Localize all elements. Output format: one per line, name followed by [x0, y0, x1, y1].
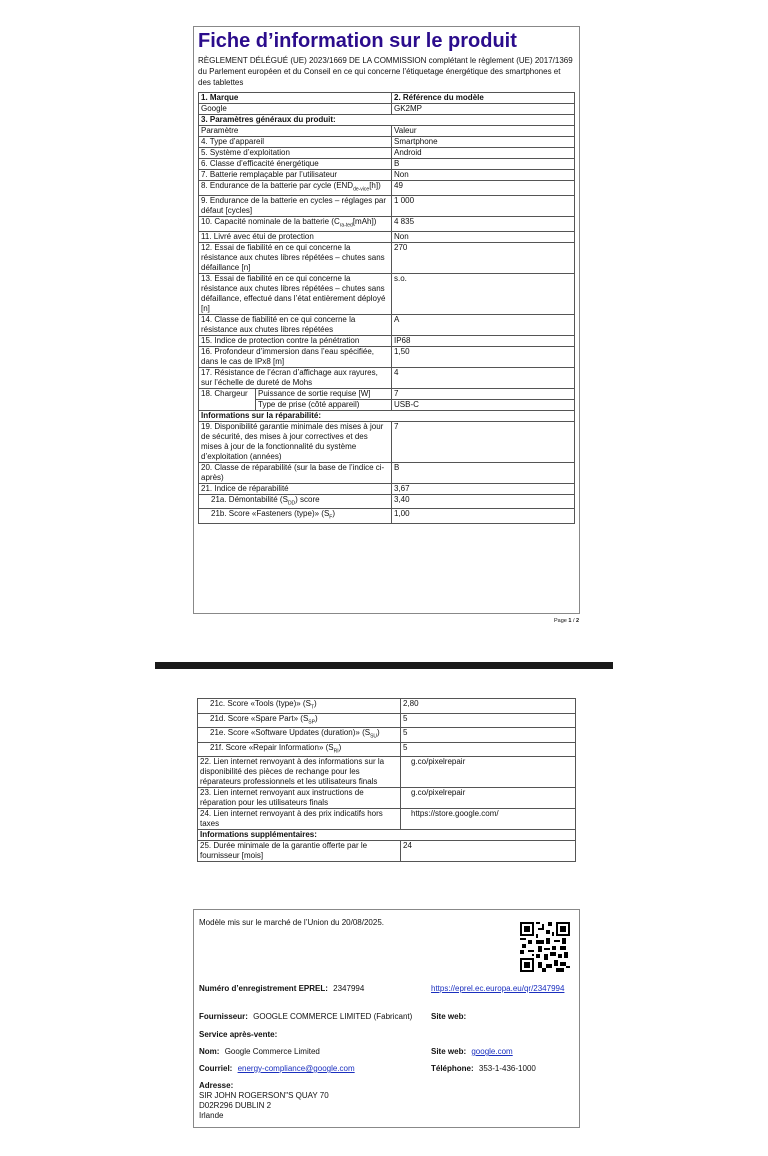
- param-label: [198, 713, 401, 728]
- param-label-text: 5. Système d’exploitation: [201, 148, 290, 158]
- table-row: [199, 159, 575, 170]
- param-label-text: 21a. Démontabilité (S: [211, 494, 288, 504]
- table-row: [199, 137, 575, 148]
- param-label-subscript: SP: [308, 719, 315, 726]
- param-label-text: 21f. Score «Repair Information» (S: [210, 742, 334, 752]
- param-label-text: 23. Lien internet renvoyant aux instructions de réparation pour les utilisateurs finals: [200, 788, 364, 808]
- table-row: [199, 335, 575, 346]
- param-label-text: 12. Essai de fiabilité en ce qui concerne la résistance aux chutes libres répétées – chutes sans défaillance [n]: [201, 242, 385, 272]
- supplier-value: GOOGLE COMMERCE LIMITED (Fabricant): [253, 1012, 413, 1021]
- param-label: [199, 137, 392, 148]
- website-label: Site web:: [431, 1012, 467, 1021]
- table-row: [198, 788, 576, 809]
- param-label: [199, 509, 392, 524]
- param-value: B: [392, 462, 575, 483]
- param-col-header: Paramètre: [199, 126, 392, 137]
- address-line-2: D02R296 DUBLIN 2: [199, 1101, 272, 1110]
- section-general-heading: 3. Paramètres généraux du produit:: [199, 115, 575, 126]
- phone-value: 353-1-436-1000: [478, 1064, 536, 1073]
- param-label-text: 7. Batterie remplaçable par l’utilisateur: [201, 170, 338, 180]
- param-value: g.co/pixelrepair: [401, 788, 576, 809]
- table-row: [198, 757, 576, 788]
- page-number: [554, 618, 579, 624]
- eprel-link[interactable]: https://eprel.ec.europa.eu/qr/2347994: [431, 984, 565, 993]
- param-label-subscript: RI: [333, 748, 339, 755]
- param-value: 7: [392, 421, 575, 462]
- param-value: Android: [392, 148, 575, 159]
- param-value: Non: [392, 231, 575, 242]
- param-label-subscript: ra-ted: [339, 222, 353, 229]
- charger-power-label: Puissance de sortie requise [W]: [256, 389, 392, 400]
- param-label: [199, 242, 392, 273]
- param-label-text: 17. Résistance de l’écran d’affichage aux rayures, sur l’échelle de dureté de Mohs: [201, 367, 378, 387]
- charger-subtable: [199, 389, 391, 410]
- param-label: [199, 421, 392, 462]
- param-label-tail: ): [332, 509, 336, 519]
- table-row: [198, 841, 576, 862]
- param-label-tail: ): [314, 713, 318, 723]
- param-value: A: [392, 314, 575, 335]
- param-label: [199, 216, 392, 231]
- param-value: 2,80: [401, 699, 576, 714]
- table-row: [199, 367, 575, 388]
- product-info-table-continued: [197, 698, 576, 862]
- param-label: [199, 181, 392, 196]
- email-link[interactable]: energy-compliance@google.com: [237, 1064, 355, 1073]
- name-label: Nom:: [199, 1047, 220, 1056]
- section-row: [198, 830, 576, 841]
- param-label: [198, 699, 401, 714]
- param-label: [199, 483, 392, 494]
- param-label: [198, 809, 401, 830]
- charger-cell: [199, 388, 392, 410]
- model-label: 2. Référence du modèle: [392, 93, 575, 104]
- table-row: [198, 809, 576, 830]
- table-row: [199, 148, 575, 159]
- param-label-text: 21. Indice de réparabilité: [201, 483, 289, 493]
- param-label: [199, 314, 392, 335]
- brand-value-row: [199, 104, 575, 115]
- page-current: 1: [568, 618, 572, 624]
- param-value: IP68: [392, 335, 575, 346]
- table-row: [198, 713, 576, 728]
- param-value: Smartphone: [392, 137, 575, 148]
- param-label: [198, 757, 401, 788]
- table-row: [198, 699, 576, 714]
- aftersales-heading: Service après-vente:: [199, 1030, 278, 1039]
- address-block: [199, 1081, 329, 1121]
- param-label-text: 10. Capacité nominale de la batterie (C: [201, 216, 340, 226]
- value-col-header: Valeur: [392, 126, 575, 137]
- param-label-text: 14. Classe de fiabilité en ce qui concerne la résistance aux chutes libres répétées: [201, 314, 356, 334]
- table-row: [199, 242, 575, 273]
- param-value: 1 000: [392, 195, 575, 216]
- param-label-text: 21e. Score «Software Updates (duration)» (S: [210, 728, 371, 738]
- param-label-tail: ): [377, 728, 380, 738]
- qr-code-icon[interactable]: [520, 922, 570, 972]
- param-label-text: 21c. Score «Tools (type)» (S: [210, 699, 311, 708]
- brand-label: 1. Marque: [199, 93, 392, 104]
- param-value: 270: [392, 242, 575, 273]
- table-row: [199, 216, 575, 231]
- param-value: 3,67: [392, 483, 575, 494]
- email-block: [199, 1064, 355, 1074]
- charger-plug-value: USB-C: [392, 399, 575, 410]
- website2-label: Site web:: [431, 1047, 467, 1056]
- param-label-text: 4. Type d’appareil: [201, 137, 265, 147]
- page-label: Page: [554, 618, 567, 624]
- table-row: [199, 509, 575, 524]
- section-row: [199, 115, 575, 126]
- column-header-row: [199, 126, 575, 137]
- charger-label: 18. Chargeur: [199, 389, 256, 410]
- charger-power-value: 7: [392, 388, 575, 399]
- supplier-label: Fournisseur:: [199, 1012, 248, 1021]
- param-label-tail: ): [314, 699, 317, 708]
- param-value: 4 835: [392, 216, 575, 231]
- param-value: s.o.: [392, 273, 575, 314]
- param-label: [199, 148, 392, 159]
- eprel-value: 2347994: [333, 984, 365, 993]
- table-row: [199, 195, 575, 216]
- param-label-text: 21d. Score «Spare Part» (S: [210, 713, 309, 723]
- page-separator: /: [572, 618, 575, 624]
- param-label-text: 6. Classe d’efficacité énergétique: [201, 159, 319, 169]
- param-value: B: [392, 159, 575, 170]
- param-label-text: 20. Classe de réparabilité (sur la base de l’indice ci-après): [201, 462, 385, 482]
- section-repair-heading: Informations sur la réparabilité:: [199, 410, 575, 421]
- supplier-block: [199, 1012, 412, 1022]
- param-label-text: 22. Lien internet renvoyant à des informations sur la disponibilité des pièces de rechange pour les réparateurs professionnels et les utilisateurs finals: [200, 757, 385, 787]
- param-label: [199, 170, 392, 181]
- param-label-subscript: T: [310, 704, 314, 711]
- param-value: 4: [392, 367, 575, 388]
- table-row: [199, 314, 575, 335]
- product-sheet-page-2: [193, 698, 580, 902]
- param-value: g.co/pixelrepair: [401, 757, 576, 788]
- param-label: [199, 335, 392, 346]
- warranty-label: 25. Durée minimale de la garantie offerte par le fournisseur [mois]: [198, 841, 401, 862]
- brand-header-row: [199, 93, 575, 104]
- param-label-subscript: SU: [370, 733, 378, 740]
- param-label: [199, 159, 392, 170]
- param-label-subscript: de-vice: [353, 186, 370, 193]
- param-value: 1,50: [392, 346, 575, 367]
- table-row: [199, 483, 575, 494]
- param-label: [198, 728, 401, 743]
- param-label-text: 21b. Score «Fasteners (type)» (S: [211, 509, 330, 519]
- website2-block: [431, 1047, 513, 1057]
- warranty-value: 24: [401, 841, 576, 862]
- param-value: 1,00: [392, 509, 575, 524]
- param-label: [199, 231, 392, 242]
- table-row: [199, 494, 575, 509]
- param-label-text: 16. Profondeur d’immersion dans l’eau spécifiée, dans le cas de IPx8 [m]: [201, 346, 374, 366]
- table-row: [199, 181, 575, 196]
- param-label-subscript: DD: [287, 500, 296, 507]
- param-label: [199, 195, 392, 216]
- table-row: [198, 728, 576, 743]
- page-divider: [155, 662, 613, 669]
- brand-value: Google: [199, 104, 392, 115]
- name-block: [199, 1047, 320, 1057]
- address-line-3: Irlande: [199, 1111, 224, 1120]
- param-label: [199, 273, 392, 314]
- phone-label: Téléphone:: [431, 1064, 474, 1073]
- param-value: 3,40: [392, 494, 575, 509]
- model-value: GK2MP: [392, 104, 575, 115]
- product-sheet-page-1: [193, 26, 580, 614]
- param-label: [198, 788, 401, 809]
- param-value: 5: [401, 742, 576, 757]
- table-row: [199, 231, 575, 242]
- email-label: Courriel:: [199, 1064, 233, 1073]
- eprel-block: [199, 984, 364, 994]
- table-row: [199, 273, 575, 314]
- param-label-text: 13. Essai de fiabilité en ce qui concerne la résistance aux chutes libres répétées – chutes sans défaillance, effectué dans l’état entièrement déployé [n]: [201, 273, 386, 313]
- param-label-text: 24. Lien internet renvoyant à des prix indicatifs hors taxes: [200, 809, 383, 829]
- param-label-tail: [mAh]): [352, 216, 377, 226]
- param-value: 5: [401, 713, 576, 728]
- param-label-subscript: F: [329, 514, 333, 521]
- param-label: [198, 742, 401, 757]
- table-row: [199, 346, 575, 367]
- param-value: 49: [392, 181, 575, 196]
- param-label-text: 19. Disponibilité garantie minimale des mises à jour de sécurité, des mises à jour correctives et des mises à jour de la fonctionnalité du système d’exploitation (années): [201, 421, 384, 461]
- section-row: [199, 410, 575, 421]
- table-row: [199, 170, 575, 181]
- address-label: Adresse:: [199, 1081, 234, 1090]
- charger-power-row: [199, 388, 575, 399]
- param-label-text: 11. Livré avec étui de protection: [201, 231, 314, 241]
- table-row: [199, 462, 575, 483]
- param-label: [199, 462, 392, 483]
- website2-link[interactable]: google.com: [471, 1047, 513, 1056]
- param-label-text: 9. Endurance de la batterie en cycles – réglages par défaut [cycles]: [201, 195, 387, 215]
- param-label-tail: ) score: [295, 494, 320, 504]
- param-label: [199, 494, 392, 509]
- table-row: [199, 421, 575, 462]
- supplier-info-box: [193, 909, 580, 1128]
- param-value: Non: [392, 170, 575, 181]
- page-title: Fiche d’information sur le produit: [198, 30, 517, 52]
- address-line-1: SIR JOHN ROGERSON"S QUAY 70: [199, 1091, 329, 1100]
- product-info-table: [198, 92, 575, 523]
- phone-block: [431, 1064, 536, 1074]
- name-value: Google Commerce Limited: [224, 1047, 320, 1056]
- param-label-tail: ): [338, 742, 342, 752]
- table-row: [198, 742, 576, 757]
- param-value: 5: [401, 728, 576, 743]
- param-label: [199, 346, 392, 367]
- section-extra-heading: Informations supplémentaires:: [198, 830, 576, 841]
- param-label-text: 15. Indice de protection contre la pénétration: [201, 335, 360, 345]
- param-label: [199, 367, 392, 388]
- eprel-label: Numéro d’enregistrement EPREL:: [199, 984, 328, 993]
- market-date-text: Modèle mis sur le marché de l’Union du 20/08/2025.: [199, 918, 384, 927]
- param-label-tail: [h]): [369, 181, 381, 191]
- page-total: 2: [576, 618, 580, 624]
- charger-plug-label: Type de prise (côté appareil): [258, 399, 360, 409]
- param-label-text: 8. Endurance de la batterie par cycle (END: [201, 181, 354, 191]
- regulation-text: RÈGLEMENT DÉLÉGUÉ (UE) 2023/1669 DE LA COMMISSION complétant le règlement (UE) 2017/1369 du Parlement européen et du Conseil en ce qui concerne l’étiquetage énergétique des smartphones et des tablettes: [198, 56, 573, 87]
- param-value: https://store.google.com/: [401, 809, 576, 830]
